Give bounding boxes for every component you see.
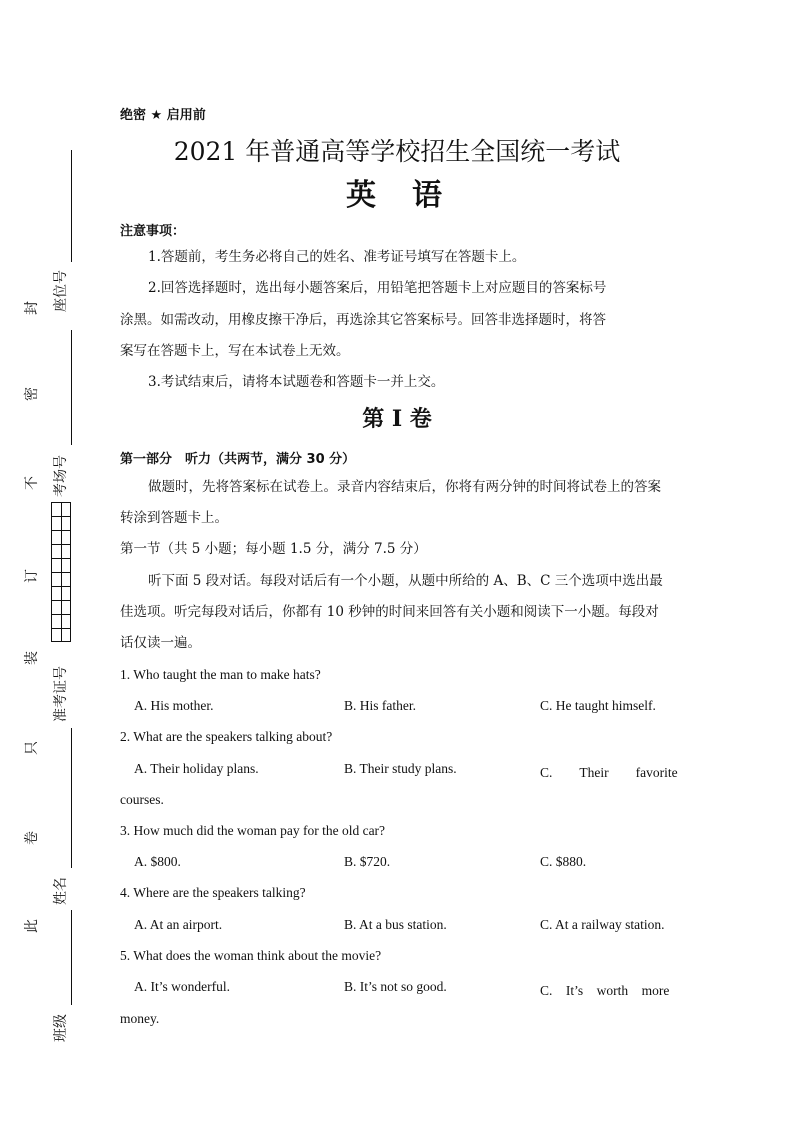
seal-char: 只 [24,741,40,755]
volume-title: 第 I 卷 [362,406,432,432]
seal-char: 订 [24,569,40,583]
section1-heading: 第一节（共 5 小题；每小题 1.5 分，满分 7.5 分） [120,541,427,557]
option-c: C. At a railway station. [540,917,665,932]
section1-intro: 听下面 5 段对话。每段对话后有一个小题，从题中所给的 A、B、C 三个选项中选出最 [148,573,663,589]
class-field-label: 班级 [53,1014,69,1042]
option-c-wrap: courses. [120,792,164,807]
option-c: C. $880. [540,854,587,869]
room-field-label: 考场号 [53,455,69,497]
option-b: B. At a bus station. [344,917,447,932]
option-a: A. $800. [134,854,181,869]
note-2-cont: 案写在答题卡上，写在本试卷上无效。 [120,343,350,359]
question-stem: 3. How much did the woman pay for the old car? [120,823,386,838]
option-a: A. It’s wonderful. [134,979,230,994]
section1-intro: 佳选项。听完每段对话后，你都有 10 秒钟的时间来回答有关小题和阅读下一小题。每段对 [120,604,659,620]
question-stem: 2. What are the speakers talking about? [120,729,333,744]
option-a: A. His mother. [134,698,214,713]
option-a: A. Their holiday plans. [134,761,259,776]
seal-char: 不 [24,476,40,490]
question-stem: 1. Who taught the man to make hats? [120,667,321,682]
question-stem: 4. Where are the speakers talking? [120,885,306,900]
section1-intro: 话仅读一遍。 [120,635,201,651]
name-field-label: 姓名 [53,877,69,905]
seal-char: 卷 [24,831,40,845]
note-2: 2.回答选择题时，选出每小题答案后，用铅笔把答题卡上对应题目的答案标号 [148,280,607,296]
option-c-wrap: money. [120,1011,160,1026]
note-1: 1.答题前，考生务必将自己的姓名、准考证号填写在答题卡上。 [148,249,526,265]
seal-char: 密 [24,387,40,401]
note-3: 3.考试结束后，请将本试题卷和答题卡一并上交。 [148,374,445,390]
question-stem: 5. What does the woman think about the movie? [120,948,382,963]
subject-title: 英语 [346,178,478,213]
exam-title: 2021 年普通高等学校招生全国统一考试 [173,137,621,166]
option-b: B. It’s not so good. [344,979,447,994]
notes-heading: 注意事项： [120,224,186,239]
name-line [71,728,72,868]
ticket-number-grid[interactable] [51,502,71,642]
seal-char: 此 [24,919,40,933]
ticket-field-label: 准考证号 [53,666,69,722]
part1-heading: 第一部分 听力（共两节，满分 30 分） [120,452,356,467]
part1-intro: 做题时，先将答案标在试卷上。录音内容结束后，你将有两分钟的时间将试卷上的答案 [148,479,661,495]
seat-field-label: 座位号 [53,270,69,312]
option-a: A. At an airport. [134,917,223,932]
option-b: B. $720. [344,854,391,869]
note-2-cont: 涂黑。如需改动，用橡皮擦干净后，再选涂其它答案标号。回答非选择题时，将答 [120,312,606,328]
seal-char: 装 [24,651,40,665]
confidential-label: 绝密 ★ 启用前 [120,108,206,123]
option-b: B. Their study plans. [344,761,457,776]
class-line [71,910,72,1005]
seal-char: 封 [24,301,40,315]
option-c: C. He taught himself. [540,698,656,713]
option-b: B. His father. [344,698,416,713]
part1-intro: 转涂到答题卡上。 [120,510,228,526]
option-c: C. It’s worth more [540,983,670,998]
option-c: C. Their favorite [540,765,678,780]
